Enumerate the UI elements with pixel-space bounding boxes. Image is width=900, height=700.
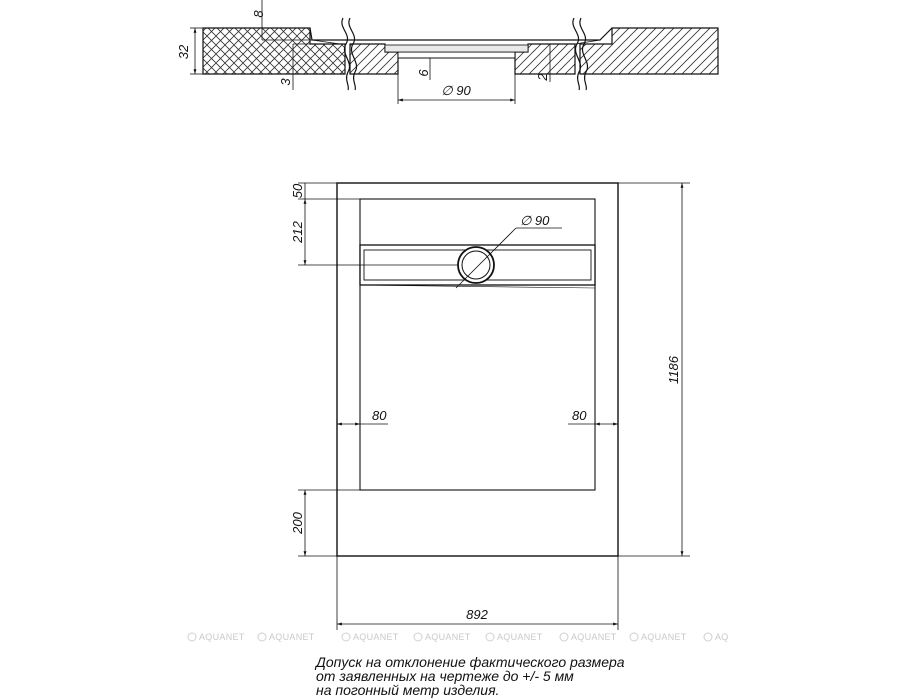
watermark-text: AQUANET <box>425 632 471 642</box>
dim-rim-height: 8 <box>251 10 266 18</box>
dim-drain-offset: 6 <box>416 69 431 77</box>
section-right-block <box>580 28 718 74</box>
dim-section-height: 32 <box>176 44 191 60</box>
section-left-block <box>203 28 345 74</box>
dim-floor-step: 3 <box>278 78 293 86</box>
dim-right-border: 80 <box>572 408 587 423</box>
dim-length: 1186 <box>666 356 681 384</box>
note-line: от заявленных на чертеже до +/- 5 мм <box>316 668 574 684</box>
dim-drain-gap: 2 <box>535 73 550 81</box>
watermark-text-short: AQ <box>715 632 729 642</box>
dim-width: 892 <box>466 607 488 622</box>
section-view <box>176 0 718 104</box>
tolerance-note <box>316 655 836 697</box>
dim-plan-drain-diameter: ∅ 90 <box>520 213 550 228</box>
watermark-text: AQUANET <box>199 632 245 642</box>
dim-left-border: 80 <box>372 408 387 423</box>
plan-view <box>290 183 690 630</box>
watermark-text: AQUANET <box>497 632 543 642</box>
note-line: Допуск на отклонение фактического размера <box>316 654 625 670</box>
watermark-text: AQUANET <box>353 632 399 642</box>
drain-housing <box>398 52 515 58</box>
dim-top-border: 50 <box>290 183 305 199</box>
dim-section-drain-diameter: ∅ 90 <box>441 83 471 98</box>
watermark-row <box>188 632 729 642</box>
note-line: на погонный метр изделия. <box>316 682 500 698</box>
watermark-text: AQUANET <box>571 632 617 642</box>
watermark-text: AQUANET <box>269 632 315 642</box>
dim-bottom-border: 200 <box>290 512 305 534</box>
basin-outline <box>360 199 595 490</box>
watermark-text: AQUANET <box>641 632 687 642</box>
dim-top-to-channel: 212 <box>290 221 305 243</box>
